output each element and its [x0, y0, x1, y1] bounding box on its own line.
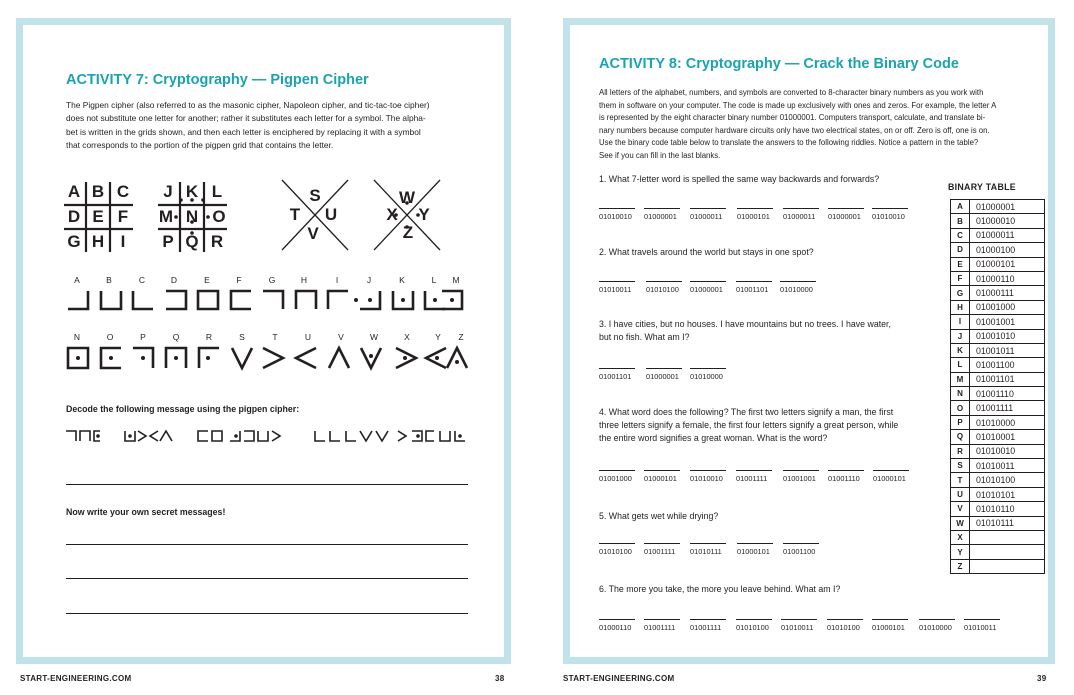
decode-heading: Decode the following message using the pigpen cipher:: [66, 404, 300, 414]
binary-letter-cell: L: [951, 358, 970, 372]
intro-line: bet is written in the grids shown, and then each letter is enciphered by replacing it with a symbol: [66, 126, 421, 137]
pig-label: Z: [458, 332, 464, 342]
pig-label: A: [74, 275, 80, 285]
binary-letter-cell: C: [951, 228, 970, 242]
answer-line[interactable]: [66, 544, 468, 545]
binary-code-cell[interactable]: [970, 559, 1045, 573]
binary-table-row: [951, 200, 1045, 214]
pig-label: K: [399, 275, 405, 285]
question-line: but no fish. What am I?: [599, 332, 690, 342]
binary-letter-cell: U: [951, 487, 970, 501]
binary-letter-cell: S: [951, 459, 970, 473]
binary-table-row: [951, 415, 1045, 429]
binary-letter-cell: Z: [951, 559, 970, 573]
grid-letter: L: [211, 182, 223, 201]
binary-table-row: [951, 430, 1045, 444]
grid-letter: Y: [418, 205, 430, 224]
pig-label: U: [304, 332, 312, 342]
pig-label: R: [205, 332, 213, 342]
footer-site: START-ENGINEERING.COM: [20, 674, 132, 683]
binary-letter-cell: J: [951, 329, 970, 343]
binary-letter-cell: P: [951, 415, 970, 429]
binary-table-row: [951, 329, 1045, 343]
binary-table-row: [951, 315, 1045, 329]
question-line: the entire word signifies a great woman. What is the word?: [599, 433, 828, 443]
binary-letter-cell: B: [951, 214, 970, 228]
grid-letter: V: [307, 224, 319, 243]
answer-line[interactable]: [66, 613, 468, 614]
pig-label: V: [338, 332, 344, 342]
riddle-question-4: [599, 406, 898, 445]
binary-letter-cell: R: [951, 444, 970, 458]
binary-code-cell: 01000001: [970, 200, 1045, 214]
intro-line: All letters of the alphabet, numbers, and symbols are converted to 8-character binary numbers as you work with: [599, 88, 984, 97]
binary-code-cell: 01010000: [970, 415, 1045, 429]
intro-line: is represented by the eight character binary number 01000001. Computers transport, calculate, and translate bi-: [599, 113, 986, 123]
binary-table-row: [951, 372, 1045, 386]
binary-letter-cell: I: [951, 315, 970, 329]
binary-table-row: [951, 257, 1045, 271]
pig-label: T: [272, 332, 278, 342]
question-line: 2. What travels around the world but stays in one spot?: [599, 247, 814, 257]
pig-label: S: [239, 332, 245, 342]
own-message-heading: Now write your own secret messages!: [66, 507, 226, 517]
grid-letter: C: [116, 182, 130, 201]
binary-letter-cell: G: [951, 286, 970, 300]
binary-code-cell: 01001000: [970, 300, 1045, 314]
grid-letter: W: [398, 188, 416, 207]
binary-table-row: [951, 401, 1045, 415]
question-line: three letters signify a female, the first four letters signify a great person, while: [599, 420, 899, 430]
binary-code-cell: 01010011: [970, 459, 1045, 473]
binary-code-cell: 01001011: [970, 343, 1045, 357]
binary-code-cell: 01001001: [970, 315, 1045, 329]
question-line: 6. The more you take, the more you leave behind. What am I?: [599, 584, 841, 594]
intro-line: does not substitute one letter for another; rather it substitutes each letter for a symbol. The alpha-: [66, 113, 426, 124]
binary-code-cell: 01010010: [970, 444, 1045, 458]
footer-page-number: 39: [1037, 674, 1047, 683]
grid-letter: N: [185, 207, 199, 226]
binary-code-cell: 01010100: [970, 473, 1045, 487]
riddle-question-6: [599, 583, 840, 596]
binary-letter-cell: X: [951, 530, 970, 544]
pig-label: N: [73, 332, 81, 342]
grid-letter: P: [162, 232, 174, 251]
riddle-question-2: [599, 246, 814, 259]
binary-code-cell: 01000100: [970, 243, 1045, 257]
binary-code-cell: 01000010: [970, 214, 1045, 228]
intro-line: The Pigpen cipher (also referred to as the masonic cipher, Napoleon cipher, and tic-tac-toe cipher): [66, 100, 430, 110]
binary-code-cell: 01000111: [970, 286, 1045, 300]
pig-label: G: [268, 275, 276, 285]
binary-letter-cell: V: [951, 502, 970, 516]
intro-line: Use the binary code table below to translate the answers to the following riddles. Notice a pattern in the table?: [599, 138, 979, 148]
pig-label: I: [335, 275, 339, 285]
grid-letter: O: [212, 207, 226, 226]
answer-line[interactable]: [66, 578, 468, 579]
grid-letter: U: [324, 205, 338, 224]
binary-code-cell: 01010110: [970, 502, 1045, 516]
intro-line: that corresponds to the portion of the pigpen grid that contains the letter.: [66, 140, 334, 151]
riddle-question-1: [599, 173, 879, 186]
riddle-question-5: [599, 510, 718, 523]
binary-table-row: [951, 502, 1045, 516]
grid-letter: Z: [402, 223, 414, 242]
binary-table-row: [951, 444, 1045, 458]
grid-letter: S: [309, 186, 321, 205]
pig-label: J: [366, 275, 372, 285]
binary-table: [950, 199, 1045, 574]
grid-letter: R: [210, 232, 224, 251]
grid-letter: E: [92, 207, 104, 226]
binary-letter-cell: Y: [951, 545, 970, 559]
binary-table-row: [951, 459, 1045, 473]
question-line: 5. What gets wet while drying?: [599, 511, 719, 521]
binary-table-row: [951, 487, 1045, 501]
grid-letter: G: [67, 232, 81, 251]
binary-code-cell: 01010111: [970, 516, 1045, 530]
grid-letter: H: [91, 232, 105, 251]
binary-table-row: [951, 271, 1045, 285]
footer-site: START-ENGINEERING.COM: [563, 674, 675, 683]
binary-letter-cell: W: [951, 516, 970, 530]
activity8-intro: [599, 87, 1029, 163]
grid-letter: K: [185, 182, 199, 201]
pig-label: M: [452, 275, 460, 285]
grid-letter: D: [67, 207, 81, 226]
question-line: 1. What 7-letter word is spelled the same way backwards and forwards?: [599, 174, 880, 184]
footer-page-number: 38: [495, 674, 505, 683]
grid-letter: J: [163, 182, 173, 201]
pig-label: Q: [172, 332, 180, 342]
question-line: 3. I have cities, but no houses. I have mountains but no trees. I have water,: [599, 319, 891, 329]
binary-code-cell: 01000110: [970, 271, 1045, 285]
intro-line: them in software on your computer. The code is made up exclusively with ones and zeros. For example, the letter A: [599, 100, 997, 110]
binary-table-row: [951, 473, 1045, 487]
binary-code-cell: 01001110: [970, 387, 1045, 401]
pig-label: D: [170, 275, 178, 285]
binary-table-row: [951, 228, 1045, 242]
binary-letter-cell: T: [951, 473, 970, 487]
answer-line[interactable]: [66, 484, 468, 485]
grid-letter: X: [386, 205, 398, 224]
binary-table-row: [951, 387, 1045, 401]
binary-table-row: [951, 358, 1045, 372]
pig-label: W: [369, 332, 379, 342]
binary-table-row: [951, 530, 1045, 544]
binary-letter-cell: E: [951, 257, 970, 271]
intro-line: nary numbers because computer hardware circuits only have two electrical states, on or off. Zero is off, one is on.: [599, 125, 990, 135]
binary-code-cell: 01010001: [970, 430, 1045, 444]
grid-letter: T: [289, 205, 301, 224]
pig-label: X: [404, 332, 410, 342]
binary-table-row: [951, 516, 1045, 530]
binary-letter-cell: Q: [951, 430, 970, 444]
riddle-question-3: [599, 318, 891, 344]
grid-letter: F: [117, 207, 129, 226]
binary-table-row: [951, 343, 1045, 357]
binary-letter-cell: A: [951, 200, 970, 214]
binary-letter-cell: K: [951, 343, 970, 357]
grid-letter: M: [158, 207, 174, 226]
binary-table-title: BINARY TABLE: [948, 182, 1016, 192]
pig-label: B: [106, 275, 112, 285]
activity7-title: ACTIVITY 7: Cryptography — Pigpen Cipher: [66, 72, 369, 88]
binary-code-cell[interactable]: [970, 545, 1045, 559]
binary-letter-cell: H: [951, 300, 970, 314]
activity8-title: ACTIVITY 8: Cryptography — Crack the Binary Code: [599, 56, 959, 72]
grid-letter: B: [91, 182, 105, 201]
binary-table-row: [951, 286, 1045, 300]
pig-label: L: [431, 275, 437, 285]
binary-letter-cell: O: [951, 401, 970, 415]
binary-letter-cell: D: [951, 243, 970, 257]
binary-table-row: [951, 559, 1045, 573]
binary-code-cell: 01010101: [970, 487, 1045, 501]
question-line: 4. What word does the following? The first two letters signify a man, the first: [599, 407, 894, 417]
binary-table-row: [951, 243, 1045, 257]
intro-line: See if you can fill in the last blanks.: [599, 150, 721, 160]
grid-letter: I: [120, 232, 126, 251]
binary-letter-cell: N: [951, 387, 970, 401]
grid-letter: A: [67, 182, 81, 201]
pig-label: P: [140, 332, 146, 342]
pig-label: Y: [435, 332, 441, 342]
pig-label: E: [204, 275, 210, 285]
pig-label: F: [236, 275, 242, 285]
binary-letter-cell: F: [951, 271, 970, 285]
binary-code-cell[interactable]: [970, 530, 1045, 544]
binary-table-row: [951, 300, 1045, 314]
binary-code-cell: 01000101: [970, 257, 1045, 271]
binary-code-cell: 01001111: [970, 401, 1045, 415]
binary-table-row: [951, 545, 1045, 559]
binary-code-cell: 01001100: [970, 358, 1045, 372]
pig-label: H: [300, 275, 308, 285]
binary-code-cell: 01001101: [970, 372, 1045, 386]
binary-table-row: [951, 214, 1045, 228]
binary-code-cell: 01000011: [970, 228, 1045, 242]
pig-label: O: [106, 332, 114, 342]
pig-label: C: [138, 275, 146, 285]
binary-code-cell: 01001010: [970, 329, 1045, 343]
binary-letter-cell: M: [951, 372, 970, 386]
grid-letter: Q: [185, 232, 199, 251]
